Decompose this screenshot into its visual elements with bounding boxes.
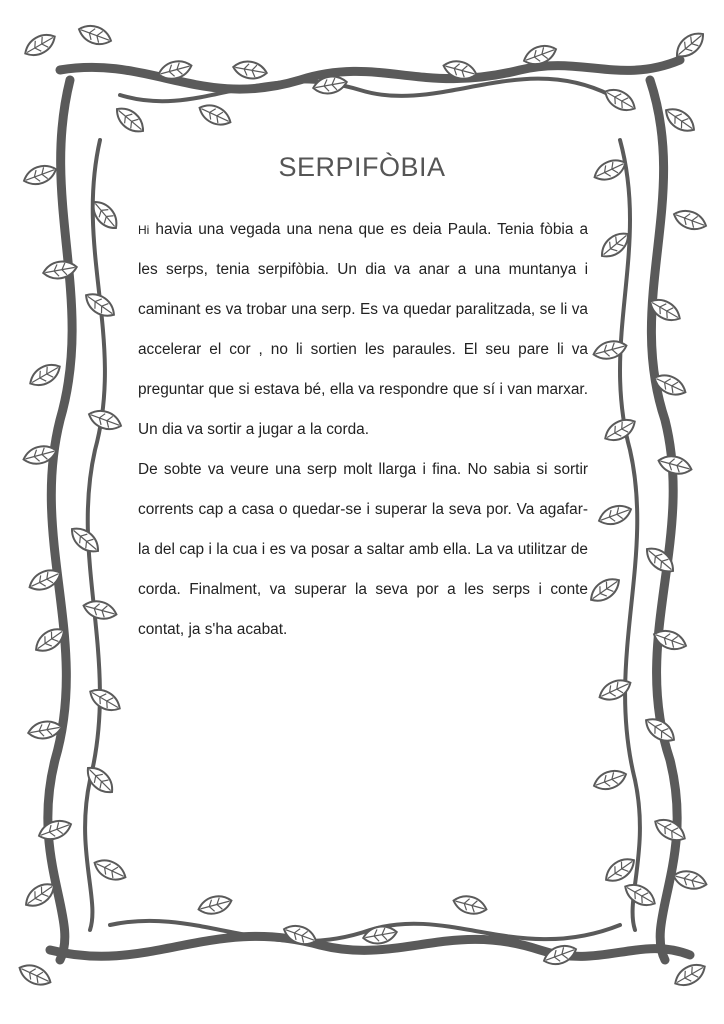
story-paragraph-2: De sobte va veure una serp molt llarga i fina. No sabia si sortir corrents cap a casa o quedar-se i superar la seva por. Va agafar-la del cap i la cua i es va posar a saltar amb ella. La va utilitzar de corda. Finalment, va superar la seva por a les serps i conte contat, ja s'ha acabat. (138, 461, 588, 638)
story-body (138, 210, 588, 650)
leaf-icon (26, 359, 64, 390)
leaf-icon (112, 103, 149, 137)
leaf-icon (541, 941, 579, 968)
leaf-icon (81, 598, 118, 623)
page-title: SERPIFÒBIA (278, 152, 446, 182)
leaf-icon (86, 406, 124, 433)
leaf-icon (621, 879, 659, 910)
leaf-icon (661, 103, 698, 136)
leaf-icon (232, 59, 268, 81)
leaf-icon (451, 893, 488, 918)
leaf-icon (16, 960, 54, 989)
leaf-icon (196, 893, 233, 918)
leaf-icon (651, 814, 689, 845)
leaf-icon (601, 84, 639, 115)
leaf-icon (596, 675, 634, 704)
leaf-icon (591, 766, 629, 793)
leaf-icon (656, 453, 693, 478)
leaf-icon (76, 21, 114, 48)
leaf-icon (196, 100, 234, 129)
leaf-icon (362, 924, 398, 946)
leaf-icon (91, 855, 129, 884)
leaf-icon (596, 501, 634, 528)
story-paragraph-1-text: havia una vegada una nena que es deia Paula. Tenia fòbia a les serps, tenia serpifòbia. Un dia va anar a una muntanya i caminant es va trobar una serp. Es va quedar paralitzada, se li va accelerar el cor , no li sortien les paraules. El seu pare li va preguntar que si estava bé, ella va respondre que sí i van marxar. Un dia va sortir a jugar a la corda. (138, 221, 588, 438)
leaf-icon (67, 523, 104, 557)
leaf-icon (586, 573, 623, 606)
leaf-icon (671, 206, 709, 233)
leaf-icon (671, 868, 708, 893)
leaf-icon (601, 414, 639, 445)
leaf-icon (36, 816, 74, 843)
story-first-word: Hi (138, 223, 150, 237)
story-paragraph-1 (138, 210, 588, 450)
leaf-icon (671, 959, 709, 990)
leaf-icon (86, 684, 124, 715)
leaf-icon (601, 853, 638, 886)
leaf-icon (21, 29, 59, 60)
